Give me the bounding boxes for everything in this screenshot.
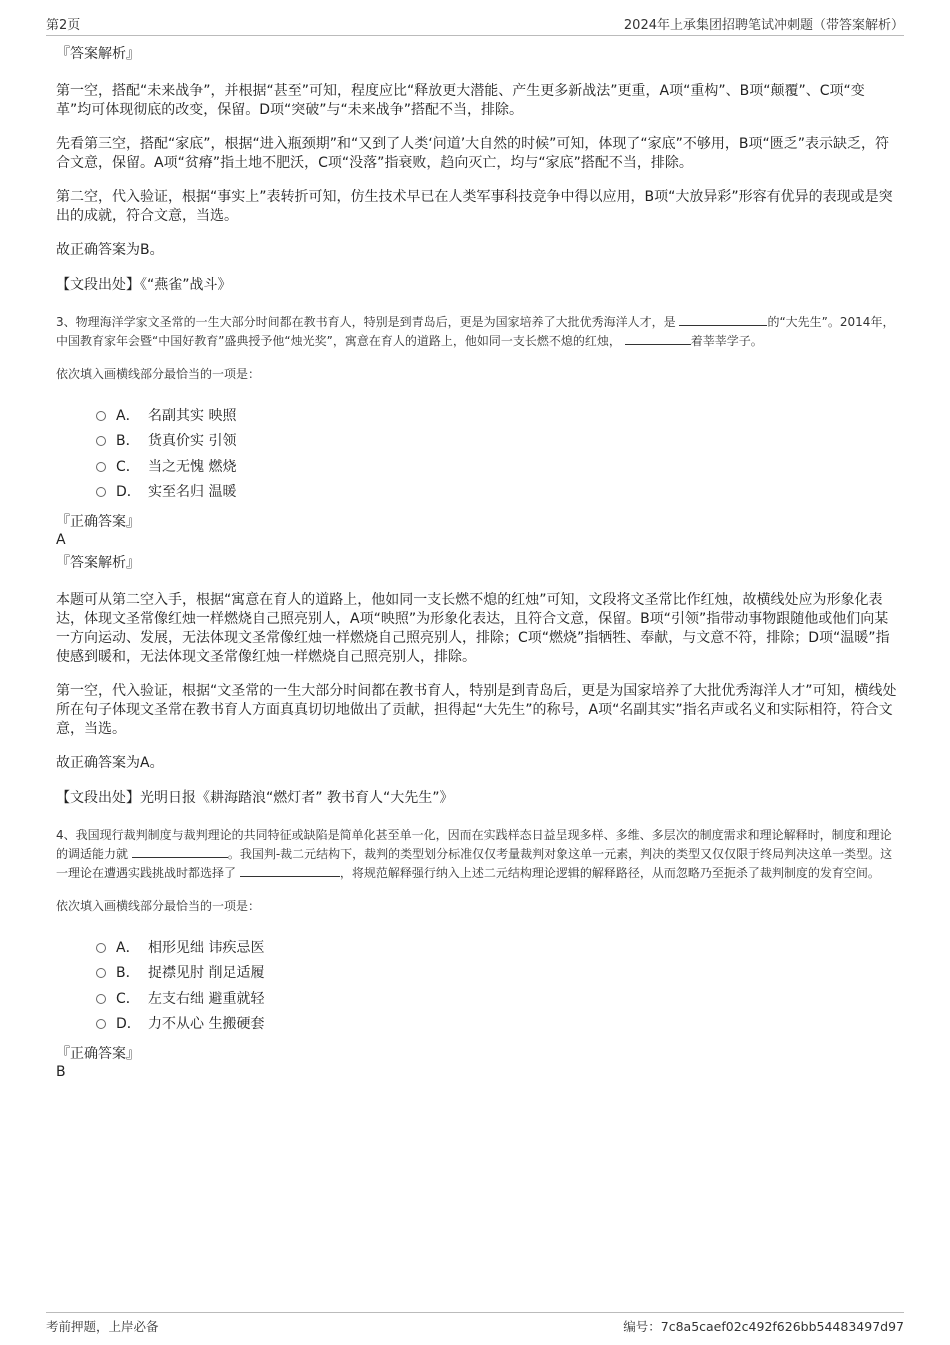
radio-icon[interactable] <box>96 943 106 953</box>
correct-answer-value: A <box>56 532 66 548</box>
question-3-prompt: 依次填入画横线部分最恰当的一项是： <box>56 367 261 381</box>
question-3-text-a: 3、物理海洋学家文圣常的一生大部分时间都在教书育人，特别是到青岛后，更是为国家培养了大批优秀海洋人才，是 <box>56 315 676 329</box>
option-letter: A． <box>116 939 140 956</box>
document-id-label: 编号： <box>623 1319 661 1334</box>
question-3-options <box>96 403 898 505</box>
option-text: 相形见绌 讳疾忌医 <box>148 939 265 956</box>
radio-icon[interactable] <box>96 487 106 497</box>
question-4-text-c: ，将规范解释强行纳入上述二元结构理论逻辑的解释路径，从而忽略乃至扼杀了裁判制度的发育空间。 <box>339 866 880 880</box>
fill-blank <box>625 332 691 345</box>
fill-blank <box>679 313 767 326</box>
passage-source: 【文段出处】《“燕雀”战斗》 <box>56 277 232 293</box>
document-id <box>623 1317 904 1335</box>
question-3-stem <box>56 313 898 351</box>
question-4-options <box>96 935 898 1037</box>
analysis-label: 『答案解析』 <box>56 46 140 62</box>
analysis-paragraph: 第一空，代入验证，根据“文圣常的一生大部分时间都在教书育人，特别是到青岛后，更是为国家培养了大批优秀海洋人才”可知，横线处所在句子体现文圣常在教书育人方面真真切切地做出了贡献，担得起“大先生”的称号，A项“名副其实”指名声或名义和实际相符，符合文意，当选。 <box>56 683 897 737</box>
radio-icon[interactable] <box>96 411 106 421</box>
analysis-paragraph: 先看第三空，搭配“家底”，根据“进入瓶颈期”和“又到了人类‘问道’大自然的时候”可知，体现了“家底”不够用，B项“匮乏”表示缺乏，符合文意，保留。A项“贫瘠”指土地不肥沃，C项“没落”指衰败，趋向灭亡，均与“家底”搭配不当，排除。 <box>56 136 890 171</box>
option-letter: D． <box>116 484 141 501</box>
question-4-text-a: 4、我国现行裁判制度与裁判理论的共同特征或缺陷是简单化甚至单一化，因而在实践样态日益呈现多样、多维、多层次的制度需求和理论解释时，制度和理论的调适能力就 <box>56 828 892 861</box>
option-d[interactable] <box>96 1012 898 1038</box>
radio-icon[interactable] <box>96 994 106 1004</box>
option-letter: C． <box>116 990 140 1007</box>
option-b[interactable] <box>96 961 898 987</box>
page-content <box>56 44 898 1085</box>
fill-blank <box>132 845 228 858</box>
correct-answer-label: 『正确答案』 <box>56 514 140 530</box>
fill-blank <box>240 864 340 877</box>
question-4-stem <box>56 826 898 883</box>
answer-conclusion: 故正确答案为A。 <box>56 755 164 771</box>
option-d[interactable] <box>96 480 898 506</box>
option-b[interactable] <box>96 429 898 455</box>
radio-icon[interactable] <box>96 462 106 472</box>
document-id-code: 7c8a5caef02c492f626bb54483497d97 <box>660 1319 904 1334</box>
footer-slogan: 考前押题，上岸必备 <box>46 1319 159 1334</box>
option-letter: B． <box>116 965 140 982</box>
option-c[interactable] <box>96 986 898 1012</box>
question-3-text-b: 的“大先生”。2014年，中国教育家年会暨“中国好教育”盛典授予他“烛光奖”，寓意在育人的道路上，他如同一支长燃不熄的红烛， <box>56 315 895 348</box>
analysis-paragraph: 第一空，搭配“未来战争”，并根据“甚至”可知，程度应比“释放更大潜能、产生更多新战法”更重，A项“重构”、B项“颠覆”、C项“变革”均可体现彻底的改变，保留。D项“突破”与“未来战争”搭配不当，排除。 <box>56 83 865 118</box>
document-title: 2024年上承集团招聘笔试冲刺题（带答案解析） <box>623 18 904 33</box>
option-text: 货真价实 引领 <box>148 433 237 450</box>
radio-icon[interactable] <box>96 968 106 978</box>
passage-source: 【文段出处】光明日报《耕海踏浪“燃灯者” 教书育人“大先生”》 <box>56 790 454 806</box>
analysis-paragraph: 本题可从第二空入手，根据“寓意在育人的道路上，他如同一支长燃不熄的红烛”可知，文段将文圣常比作红烛，故横线处应为形象化表达，体现文圣常像红烛一样燃烧自己照亮别人，A项“映照”为形象化表达，且符合文意，保留。B项“引领”指带动事物跟随他或他们向某一方向运动、发展，无法体现文圣常像红烛一样燃烧自己照亮别人，排除；C项“燃烧”指牺牲、奉献，与文意不符，排除；D项“温暖”指使感到暖和，无法体现文圣常像红烛一样燃烧自己照亮别人，排除。 <box>56 592 890 665</box>
option-text: 力不从心 生搬硬套 <box>148 1016 265 1033</box>
correct-answer-value: B <box>56 1064 66 1080</box>
option-a[interactable] <box>96 403 898 429</box>
option-text: 名副其实 映照 <box>148 407 237 424</box>
radio-icon[interactable] <box>96 436 106 446</box>
option-a[interactable] <box>96 935 898 961</box>
page-footer <box>46 1312 904 1335</box>
option-letter: C． <box>116 458 140 475</box>
page-header <box>46 14 904 36</box>
option-text: 左支右绌 避重就轻 <box>148 990 265 1007</box>
radio-icon[interactable] <box>96 1019 106 1029</box>
option-letter: B． <box>116 433 140 450</box>
question-4-text-b: 。我国判-裁二元结构下，裁判的类型划分标准仅仅考量裁判对象这单一元素，判决的类型又仅仅限于终局判决这单一类型。这一理论在遭遇实践挑战时都选择了 <box>56 847 893 880</box>
option-letter: A． <box>116 407 140 424</box>
analysis-paragraph: 第二空，代入验证，根据“事实上”表转折可知，仿生技术早已在人类军事科技竞争中得以应用，B项“大放异彩”形容有优异的表现或是突出的成就，符合文意，当选。 <box>56 189 893 224</box>
page-number: 第2页 <box>46 18 81 33</box>
question-3-text-c: 着莘莘学子。 <box>690 334 763 348</box>
option-text: 当之无愧 燃烧 <box>148 458 237 475</box>
option-c[interactable] <box>96 454 898 480</box>
option-text: 捉襟见肘 削足适履 <box>148 965 265 982</box>
question-4-prompt: 依次填入画横线部分最恰当的一项是： <box>56 899 261 913</box>
analysis-label: 『答案解析』 <box>56 555 140 571</box>
option-text: 实至名归 温暖 <box>148 484 237 501</box>
correct-answer-label: 『正确答案』 <box>56 1046 140 1062</box>
answer-conclusion: 故正确答案为B。 <box>56 242 164 258</box>
option-letter: D． <box>116 1016 141 1033</box>
